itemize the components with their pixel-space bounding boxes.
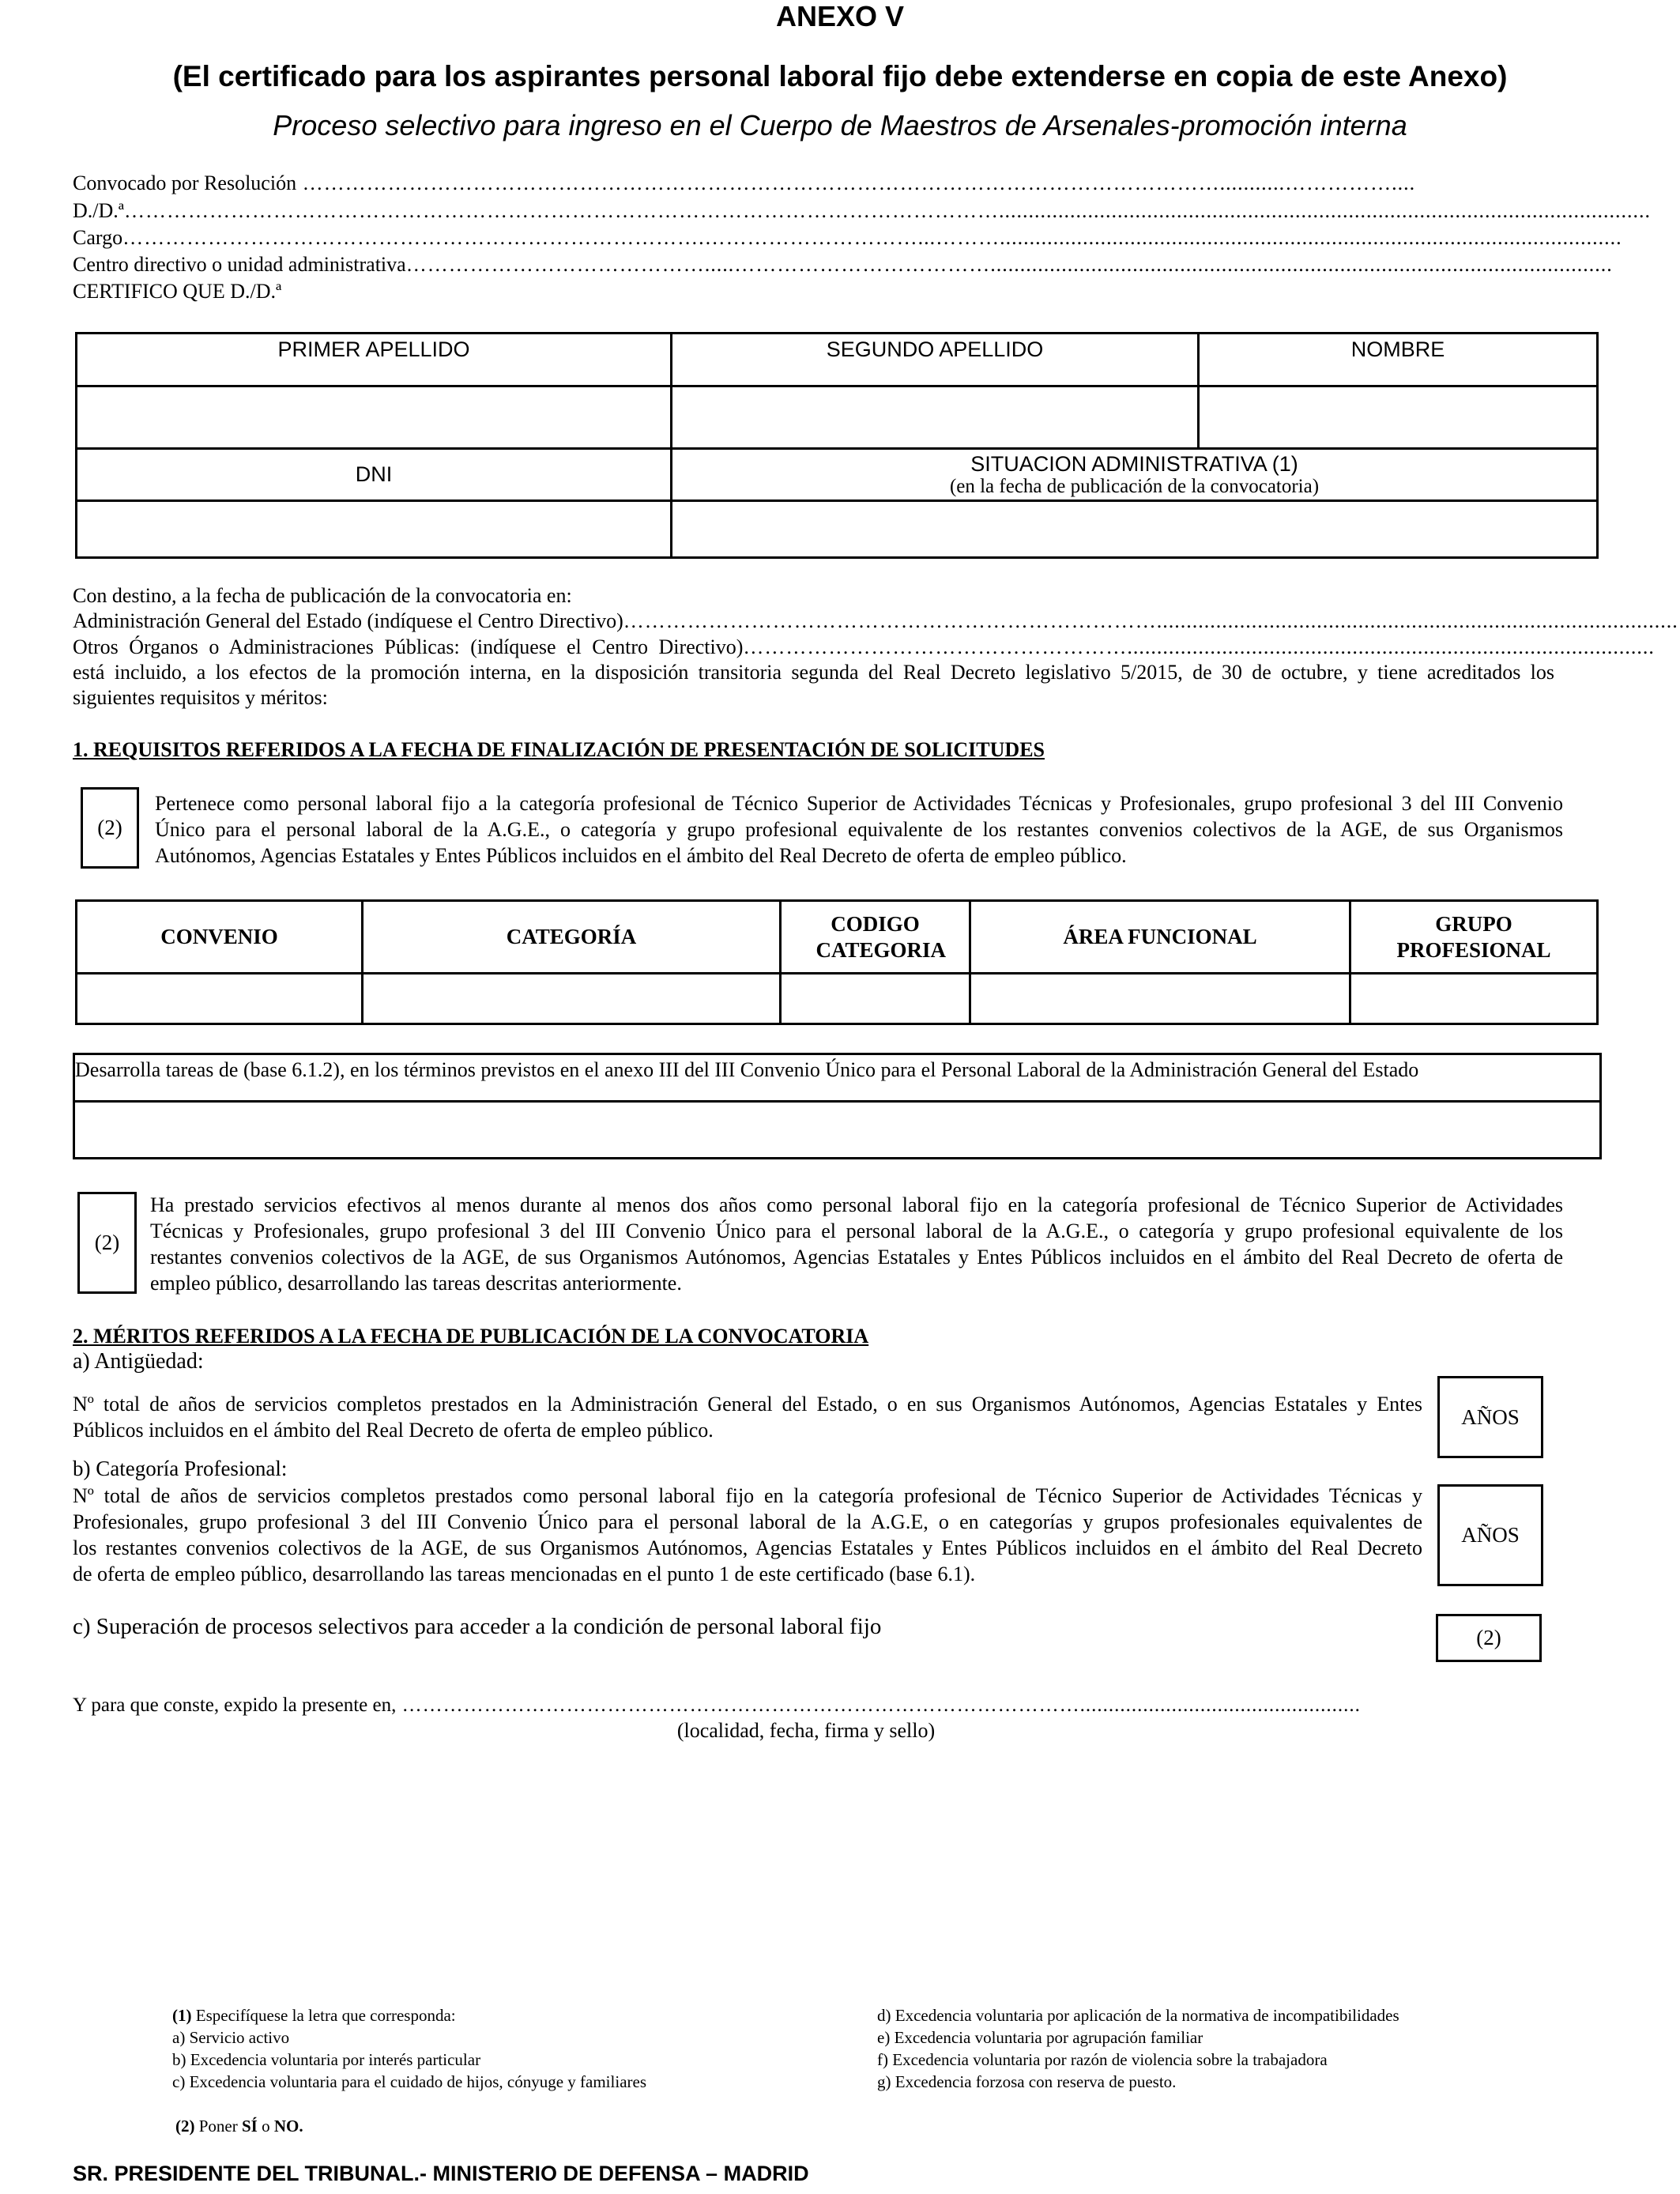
header-codigo-categoria: CODIGO CATEGORIA: [781, 901, 970, 974]
fill-line: …………………………………………………………………........................................................................................: [623, 609, 1678, 632]
superacion-label: c) Superación de procesos selectivos para acceder a la condición de personal laboral fijo: [73, 1614, 882, 1639]
process-title: Proceso selectivo para ingreso en el Cuerpo de Maestros de Arsenales-promoción interna: [273, 109, 1407, 141]
header-grupo-profesional: GRUPO PROFESIONAL: [1350, 901, 1598, 974]
fill-line: ……………………………………………….........................................................................................: [743, 635, 1655, 658]
field-otros-organos[interactable]: Otros Órganos o Administraciones Públicas: (indíquese el Centro Directivo)……………………………………………….........................................................................................: [73, 635, 1655, 658]
footnote-item: a) Servicio activo: [172, 2028, 290, 2047]
antiguedad-anos-box[interactable]: AÑOS: [1437, 1376, 1543, 1458]
categoria-text: Nº total de años de servicios completos prestados como personal laboral fijo en la categoría profesional de Técnico Superior de Actividades Técnicas y Profesionales, grupo profesional 3 del III Convenio Único para el personal laboral de la A.G.E, o en categorías y grupos profesionales equivalentes de los restantes convenios colectivos de la AGE, de sus Organismos Autónomos, Agencias Estatales y Entes Públicos incluidos en el ámbito del Real Decreto de oferta de empleo público, desarrollando las tareas mencionadas en el punto 1 de este certificado (base 6.1).: [73, 1484, 1422, 1585]
categoria-anos-box[interactable]: AÑOS: [1437, 1484, 1543, 1586]
destino-line-5: siguientes requisitos y méritos:: [73, 686, 328, 709]
field-centro[interactable]: Centro directivo o unidad administrativa…………………………………….....……………………………….........................................................................................................: [73, 253, 1613, 276]
footnote-item: d) Excedencia voluntaria por aplicación de la normativa de incompatibilidades: [877, 2006, 1399, 2025]
field-cargo[interactable]: Cargo……………………………………………………………………….…………………………...……….........................................................................................................: [73, 226, 1622, 249]
page-title: ANEXO V: [775, 0, 905, 32]
header-convenio: CONVENIO: [77, 901, 363, 974]
footnote-item: c) Excedencia voluntaria para el cuidado de hijos, cónyuge y familiares: [172, 2072, 646, 2091]
requisito2-box[interactable]: (2): [77, 1192, 137, 1294]
convenio-table: [75, 899, 1599, 1025]
personal-data-table: [75, 332, 1599, 559]
header-primer-apellido: PRIMER APELLIDO: [77, 334, 672, 386]
field-age[interactable]: Administración General del Estado (indíquese el Centro Directivo)…………………………………………………………………........................................................................................: [73, 609, 1678, 632]
input-situacion[interactable]: [672, 501, 1598, 558]
input-segundo-apellido[interactable]: [672, 386, 1199, 449]
footnote-1-right: [877, 2004, 1588, 2093]
page-subtitle: (El certificado para los aspirantes personal laboral fijo debe extenderse en copia de este Anexo): [172, 60, 1508, 92]
tareas-table: [73, 1053, 1602, 1159]
footnote-item: g) Excedencia forzosa con reserva de puesto.: [877, 2072, 1177, 2091]
input-dni[interactable]: [77, 501, 672, 558]
input-categoria[interactable]: [363, 974, 781, 1024]
section2-heading: 2. MÉRITOS REFERIDOS A LA FECHA DE PUBLICACIÓN DE LA CONVOCATORIA: [73, 1325, 869, 1348]
header-dni: DNI: [77, 449, 672, 501]
footer-addressee: SR. PRESIDENTE DEL TRIBUNAL.- MINISTERIO DE DEFENSA – MADRID: [73, 2162, 809, 2185]
superacion-box[interactable]: (2): [1436, 1614, 1542, 1662]
situacion-note: (en la fecha de publicación de la convocatoria): [949, 475, 1320, 497]
antiguedad-text: Nº total de años de servicios completos prestados en la Administración General del Estado, o en sus Organismos Autónomos, Agencias Estatales y Entes Públicos incluidos en el ámbito del Real Decreto de oferta de empleo público.: [73, 1393, 1422, 1442]
fill-line: ……………………………………………………………………………………….................................................: [396, 1695, 1361, 1716]
requisito1-text: Pertenece como personal laboral fijo a la categoría profesional de Técnico Superior de Actividades Técnicas y Profesionales, grupo profesional 3 del III Convenio Único para el personal laboral de la A.G.E., o categoría y grupo profesional equivalente de los restantes convenios colectivos de la AGE, de sus Organismos Autónomos, Agencias Estatales y Entes Públicos incluidos en el ámbito del Real Decreto de oferta de empleo público.: [155, 792, 1563, 867]
footnote-2: (2) Poner SÍ o NO.: [175, 2117, 303, 2136]
categoria-label: b) Categoría Profesional:: [73, 1457, 288, 1480]
field-convocado[interactable]: Convocado por Resolución …………………………………………………………………………………………………………………...........……………....: [73, 172, 1416, 194]
requisito1-box[interactable]: (2): [81, 787, 139, 869]
destino-line-4: está incluido, a los efectos de la promoción interna, en la disposición transitoria segunda del Real Decreto legislativo 5/2015, de 30 de octubre, y tiene acreditados los: [73, 661, 1554, 684]
header-categoria: CATEGORÍA: [363, 901, 781, 974]
requisito2-text: Ha prestado servicios efectivos al menos durante al menos dos años como personal laboral fijo en la categoría profesional de Técnico Superior de Actividades Técnicas y Profesionales, grupo profesional 3 del III Convenio Único para el personal laboral de la A.G.E., o categoría y grupo profesional equivalente de los restantes convenios colectivos de la AGE, de sus Organismos Autónomos, Agencias Estatales y Entes Públicos incluidos en el ámbito del Real Decreto de oferta de empleo público, desarrollando las tareas descritas anteriormente.: [150, 1193, 1563, 1295]
fill-line: …………………………………………………………………………………………………………………...........……………....: [296, 172, 1416, 194]
destino-line-1: Con destino, a la fecha de publicación de la convocatoria en:: [73, 584, 572, 607]
footnote-item: b) Excedencia voluntaria por interés particular: [172, 2050, 481, 2069]
situacion-label: SITUACION ADMINISTRATIVA (1): [970, 451, 1298, 476]
section1-heading: 1. REQUISITOS REFERIDOS A LA FECHA DE FINALIZACIÓN DE PRESENTACIÓN DE SOLICITUDES: [73, 738, 1045, 761]
input-tareas[interactable]: [74, 1102, 1601, 1159]
footnote-1: [172, 2004, 852, 2093]
input-primer-apellido[interactable]: [77, 386, 672, 449]
fill-line: ……………………………………………………………………………………………………………..............................................................................................................: [123, 199, 1651, 222]
header-situacion: [672, 449, 1598, 501]
input-nombre[interactable]: [1199, 386, 1598, 449]
footnote-1-intro: (1) Especifíquese la letra que corresponda:: [172, 2006, 456, 2025]
field-dd[interactable]: D./D.ª……………………………………………………………………………………………………………..............................................................................................................: [73, 199, 1651, 222]
footnote-item: e) Excedencia voluntaria por agrupación familiar: [877, 2028, 1203, 2047]
tareas-header: Desarrolla tareas de (base 6.1.2), en los términos previstos en el anexo III del III Convenio Único para el Personal Laboral de la Administración General del Estado: [74, 1054, 1601, 1102]
input-area-funcional[interactable]: [970, 974, 1350, 1024]
fill-line: …………………………………….....……………………………….........................................................................................................: [405, 253, 1613, 276]
input-convenio[interactable]: [77, 974, 363, 1024]
header-segundo-apellido: SEGUNDO APELLIDO: [672, 334, 1199, 386]
input-grupo-profesional[interactable]: [1350, 974, 1598, 1024]
input-codigo-categoria[interactable]: [781, 974, 970, 1024]
localidad-caption: (localidad, fecha, firma y sello): [676, 1719, 936, 1742]
field-expido[interactable]: Y para que conste, expido la presente en, ……………………………………………………………………………………….................................................: [73, 1695, 1361, 1716]
footnote-item: f) Excedencia voluntaria por razón de violencia sobre la trabajadora: [877, 2050, 1328, 2069]
fill-line: ……………………………………………………………………….…………………………...……….........................................................................................................: [122, 226, 1622, 249]
antiguedad-label: a) Antigüedad:: [73, 1349, 204, 1374]
header-nombre: NOMBRE: [1199, 334, 1598, 386]
certifico-label: CERTIFICO QUE D./D.ª: [73, 280, 282, 303]
header-area-funcional: ÁREA FUNCIONAL: [970, 901, 1350, 974]
